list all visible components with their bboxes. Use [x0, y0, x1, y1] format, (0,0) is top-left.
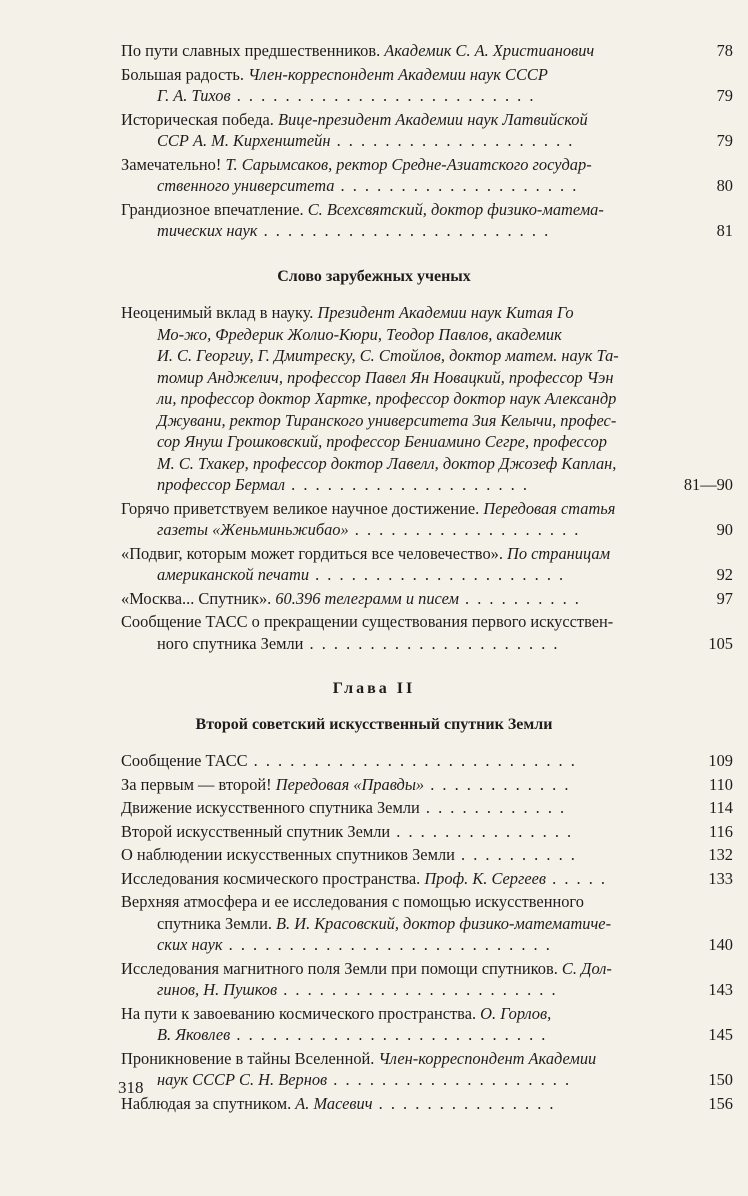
entry-author: Мо-жо, Фредерик Жолио-Кюри, Теодор Павлов, академик: [157, 324, 562, 344]
leader-dots: . . . . . . . . . . . .: [424, 774, 571, 794]
entry-author: ССР А. М. Кирхенштейн: [157, 131, 331, 150]
entry-author: С. Всехсвятский, доктор физико-матема-: [307, 199, 604, 219]
entry-page-number: 143: [708, 980, 733, 999]
entry-author: И. С. Георгиу, Г. Дмитреску, С. Стойлов, доктор матем. наук Та-: [157, 346, 619, 365]
entry-page-number: 92: [716, 565, 733, 584]
entry-title: спутника Земли.: [157, 913, 277, 933]
leader-dots: . . . . . . . . . . . . . . .: [372, 1093, 556, 1113]
toc-entry: [121, 797, 733, 819]
toc-entry-line: [121, 109, 689, 131]
toc-entry: [121, 891, 733, 956]
toc-entry-line: [121, 302, 689, 324]
entry-title: «Москва... Спутник».: [121, 588, 276, 608]
entry-page-number: 132: [708, 845, 733, 864]
toc-group-foreign: [121, 302, 733, 656]
toc-entry-line: [121, 891, 689, 913]
entry-page-number: 81—90: [683, 475, 733, 494]
entry-author: томир Анджелич, профессор Павел Ян Новацкий, профессор Чэн: [157, 367, 614, 387]
toc-entry-line: [121, 1048, 689, 1070]
toc-entry-line: [121, 979, 689, 1001]
toc-entry-line: [121, 324, 689, 346]
entry-title: ного спутника Земли: [157, 633, 304, 653]
entry-author: Передовая «Правды»: [275, 774, 425, 794]
toc-entry-line: [121, 367, 689, 389]
entry-page-number: 109: [708, 751, 733, 770]
toc-entry-line: [121, 774, 689, 796]
entry-title: За первым — второй!: [121, 774, 276, 794]
entry-author: гинов, Н. Пушков: [157, 980, 278, 999]
toc-group-chapter: [121, 750, 733, 1116]
toc-entry: [121, 498, 733, 541]
toc-entry-line: [121, 1024, 689, 1046]
entry-title: Сообщение ТАСС: [121, 751, 248, 770]
toc-entry: [121, 199, 733, 242]
chapter-title: Второй советский искусственный спутник Земли: [195, 716, 553, 733]
entry-author: Президент Академии наук Китая Го: [317, 303, 574, 322]
entry-title: О наблюдении искусственных спутников Земли: [121, 845, 455, 864]
leader-dots: . . . . . . . . . . . . . . . . . . . .: [285, 475, 529, 494]
toc-entry-line: [121, 498, 689, 520]
entry-author: Проф. К. Сергеев: [424, 868, 547, 888]
leader-dots: . . . . . . . . . . . . . . . . . . . . .: [303, 633, 560, 653]
entry-author: Вице-президент Академии наук Латвийской: [278, 109, 588, 129]
entry-title: Второй искусственный спутник Земли: [121, 821, 391, 841]
entry-title: Верхняя атмосфера и ее исследования с помощью искусственного: [121, 892, 584, 911]
entry-page-number: 116: [709, 821, 733, 841]
toc-entry-line: [121, 564, 689, 586]
toc-entry: [121, 774, 733, 796]
leader-dots: . . . . . . . . . .: [454, 845, 577, 864]
toc-group-top: [121, 40, 733, 244]
entry-author: Т. Сарымсаков, ректор Средне-Азиатского государ-: [225, 154, 592, 174]
leader-dots: . . . . . . . . . . . . . . . . . . . . . . . . . . .: [222, 935, 552, 954]
toc-entry-line: [121, 821, 689, 843]
entry-author: Г. А. Тихов: [157, 86, 231, 105]
toc-entry-line: [121, 958, 689, 980]
entry-page-number: 105: [708, 633, 733, 653]
entry-page-number: 80: [716, 176, 733, 195]
toc-entry-line: [121, 40, 689, 62]
toc-entry-line: [121, 611, 689, 633]
toc-entry-line: [121, 220, 689, 242]
toc-entry-line: [121, 844, 689, 866]
toc-entry-line: [121, 868, 689, 890]
leader-dots: . . . . . . . . . . . . . . . . . . . . . . . . . .: [230, 1025, 548, 1044]
entry-title: Наблюдая за спутником.: [121, 1093, 296, 1113]
entry-title: Неоценимый вклад в науку.: [121, 303, 318, 322]
entry-author: профессор Бермал: [157, 475, 286, 494]
entry-title: Большая радость.: [121, 64, 249, 84]
toc-entry-line: [121, 913, 689, 935]
toc-entry-line: [121, 130, 689, 152]
entry-title: Проникновение в тайны Вселенной.: [121, 1048, 379, 1068]
entry-author: В. И. Красовский, доктор физико-математиче-: [276, 913, 612, 933]
leader-dots: . . . . . . . . . . . . . . . . . . . . . . . .: [257, 221, 551, 240]
toc-entry: [121, 868, 733, 890]
toc-entry-line: [121, 519, 689, 541]
entry-title: Грандиозное впечатление.: [121, 199, 308, 219]
entry-title: «Подвиг, которым может гордиться все человечество».: [121, 543, 508, 563]
toc-entry-line: [121, 410, 689, 432]
toc-entry: [121, 154, 733, 197]
entry-page-number: 140: [708, 935, 733, 954]
toc-entry: [121, 1093, 733, 1115]
entry-title: Исследования магнитного поля Земли при помощи спутников.: [121, 958, 562, 978]
section-heading: Слово зарубежных ученых: [277, 268, 471, 285]
toc-entry: [121, 821, 733, 843]
entry-title: Сообщение ТАСС о прекращении существования первого искусствен-: [121, 612, 614, 631]
entry-page-number: 81: [716, 221, 733, 240]
entry-author: ственного университета: [157, 176, 335, 195]
entry-author: сор Януш Грошковский, профессор Бениамино Сегре, профессор: [157, 432, 607, 451]
toc-entry: [121, 64, 733, 107]
entry-title: Исследования космического пространства.: [121, 868, 425, 888]
entry-author: А. Масевич: [295, 1093, 373, 1113]
toc-entry-line: [121, 1093, 689, 1115]
entry-author: 60.396 телеграмм и писем: [275, 588, 459, 608]
toc-entry-line: [121, 474, 689, 496]
entry-author: Член-корреспондент Академии наук СССР: [248, 64, 548, 84]
toc-entry: [121, 844, 733, 866]
entry-page-number: 79: [716, 131, 733, 150]
leader-dots: . . . . . . . . . .: [458, 588, 581, 608]
entry-page-number: 145: [708, 1025, 733, 1044]
entry-author: наук СССР С. Н. Вернов: [157, 1070, 328, 1089]
entry-author: газеты «Женьминьжибао»: [157, 520, 349, 539]
leader-dots: . . . . .: [546, 868, 608, 888]
entry-page-number: 133: [708, 868, 733, 888]
toc-entry-line: [121, 175, 689, 197]
leader-dots: . . . . . . . . . . . . . . . . . . . . . . . . .: [230, 86, 536, 105]
page-number: 318: [118, 1078, 144, 1097]
toc-entry: [121, 109, 733, 152]
toc-entry-line: [121, 934, 689, 956]
entry-author: Передовая статья: [483, 498, 616, 518]
entry-page-number: 90: [716, 520, 733, 539]
entry-title: Горячо приветствуем великое научное достижение.: [121, 498, 484, 518]
toc-entry-line: [121, 199, 689, 221]
leader-dots: . . . . . . . . . . . . . . . . . . . .: [334, 176, 579, 195]
toc-entry-line: [121, 543, 689, 565]
toc-entry-line: [121, 388, 689, 410]
chapter-label: Глава II: [332, 680, 416, 697]
toc-entry: [121, 1003, 733, 1046]
toc-entry-line: [121, 453, 689, 475]
entry-author: Член-корреспондент Академии: [378, 1048, 597, 1068]
toc-entry: [121, 40, 733, 62]
entry-author: С. Дол-: [561, 958, 612, 978]
toc-entry-line: [121, 797, 689, 819]
leader-dots: . . . . . . . . . . . . . . . . . . . .: [327, 1070, 572, 1089]
toc-entry-line: [121, 1003, 689, 1025]
toc-entry-line: [121, 154, 689, 176]
toc-entry-line: [121, 633, 689, 655]
leader-dots: . . . . . . . . . . . . . . . . . . .: [348, 520, 581, 539]
toc-entry: [121, 302, 733, 496]
entry-author: О. Горлов,: [480, 1003, 552, 1023]
entry-page-number: 114: [709, 798, 733, 817]
entry-author: тических наук: [157, 221, 258, 240]
entry-title: Историческая победа.: [121, 109, 279, 129]
toc-entry-line: [121, 750, 689, 772]
toc-entry-line: [121, 588, 689, 610]
toc-entry-line: [121, 85, 689, 107]
leader-dots: . . . . . . . . . . . . . . . . . . . .: [330, 131, 575, 150]
toc-entry: [121, 543, 733, 586]
entry-author: По страницам: [507, 543, 611, 563]
entry-author: Джувани, ректор Тиранского университета Зия Келычи, профес-: [157, 410, 617, 430]
leader-dots: . . . . . . . . . . . . . . . . . . . . .: [309, 565, 566, 584]
entry-page-number: 78: [716, 41, 733, 60]
entry-page-number: 150: [708, 1070, 733, 1089]
leader-dots: . . . . . . . . . . . . . . . . . . . . . . . . . . .: [247, 751, 577, 770]
leader-dots: . . . . . . . . . . . . . . . . . . . . . . .: [277, 980, 558, 999]
entry-author: Академик С. А. Христианович: [384, 41, 595, 60]
entry-page-number: 110: [709, 774, 733, 794]
entry-title: На пути к завоеванию космического пространства.: [121, 1003, 481, 1023]
entry-author: ли, профессор доктор Хартке, профессор доктор наук Александр: [157, 389, 617, 408]
toc-entry: [121, 588, 733, 610]
entry-page-number: 156: [708, 1093, 733, 1113]
toc-entry-line: [121, 1069, 689, 1091]
entry-title: Движение искусственного спутника Земли: [121, 798, 420, 817]
toc-entry-line: [121, 345, 689, 367]
toc-entry-line: [121, 64, 689, 86]
leader-dots: . . . . . . . . . . . .: [419, 798, 567, 817]
toc-entry: [121, 611, 733, 654]
entry-author: ских наук: [157, 935, 223, 954]
entry-author: В. Яковлев: [157, 1025, 231, 1044]
entry-title: Замечательно!: [121, 154, 226, 174]
entry-title: По пути славных предшественников.: [121, 41, 385, 60]
entry-page-number: 79: [716, 86, 733, 105]
toc-entry: [121, 1048, 733, 1091]
toc-entry: [121, 750, 733, 772]
toc-entry: [121, 958, 733, 1001]
entry-page-number: 97: [716, 588, 733, 608]
toc-entry-line: [121, 431, 689, 453]
entry-author: американской печати: [157, 565, 310, 584]
leader-dots: . . . . . . . . . . . . . . .: [390, 821, 574, 841]
entry-author: М. С. Тхакер, профессор доктор Лавелл, доктор Джозеф Каплан,: [157, 453, 617, 473]
